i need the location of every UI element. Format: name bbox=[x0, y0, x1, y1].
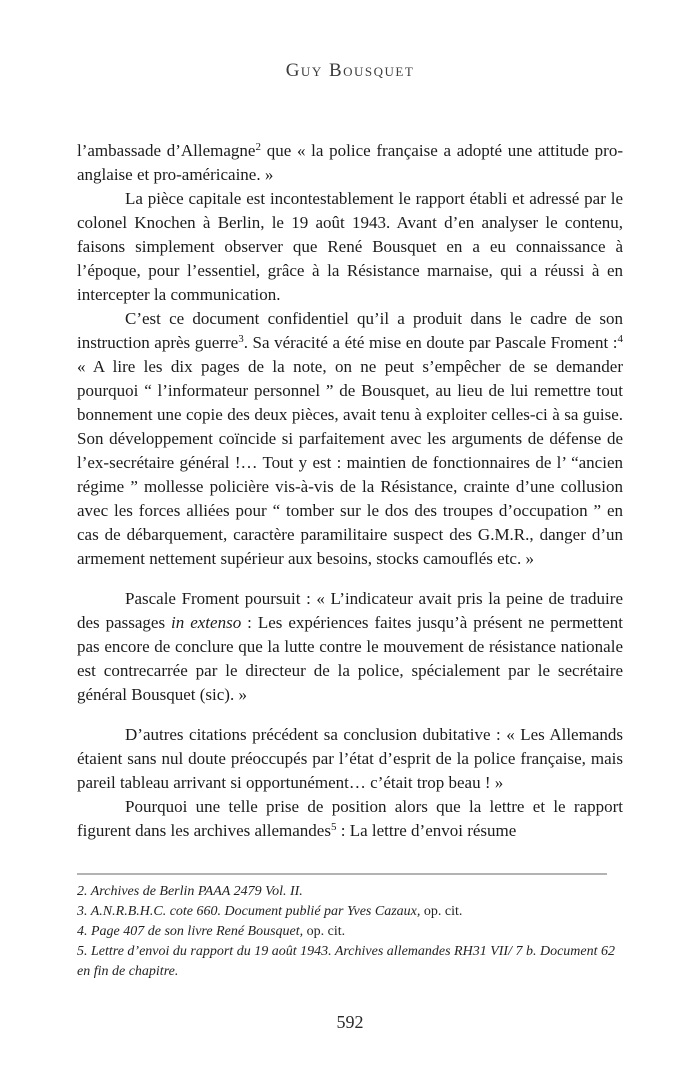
paragraph-4-text: Pascale Froment poursuit : « L’indicateur avait pris la peine de traduire des passages bbox=[77, 589, 623, 632]
paragraph-6-text: Pourquoi une telle prise de position alors que la lettre et le rapport figurent dans les archives allemandes bbox=[77, 797, 623, 840]
footnotes-section bbox=[77, 873, 623, 982]
paragraph-1-text-continued: que « la police française a adopté une attitude pro-anglaise et pro-américaine. » bbox=[77, 141, 623, 184]
body-text bbox=[77, 139, 623, 867]
footnote-ref-3: 3 bbox=[238, 333, 244, 345]
running-header: Guy Bousquet bbox=[285, 60, 415, 81]
paragraph-3-text-continued: . Sa véracité a été mise en doute par Pascale Froment : bbox=[243, 333, 618, 352]
paragraph-1 bbox=[77, 139, 623, 187]
footnote-4-text: 4. Page 407 de son livre René Bousquet, bbox=[77, 924, 304, 939]
footnote-5 bbox=[77, 942, 623, 982]
footnote-separator-rule bbox=[77, 873, 607, 875]
footnote-2-text: 2. Archives de Berlin PAAA 2479 Vol. II. bbox=[77, 884, 303, 899]
paragraph-5 bbox=[77, 723, 623, 795]
footnote-3 bbox=[77, 902, 623, 922]
paragraph-4-latin-phrase: in extenso bbox=[171, 613, 242, 632]
paragraph-3 bbox=[77, 307, 623, 571]
paragraph-3-quotation: « A lire les dix pages de la note, on ne peut s’empêcher de se demander pourquoi “ l’informateur personnel ” de Bousquet, au lieu de lui remettre tout bonnement une copie des deux pièces, avait tenu à exploiter celles-ci à sa guise. Son développement coïncide si parfaitement avec les arguments de défense de l’ex-secrétaire général !… Tout y est : maintien de fonctionnaires de l’ “ancien régime ” mollesse policière vis-à-vis de la Résistance, crainte d’une collusion avec les forces alliées pour “ tomber sur le dos des troupes d’occupation ” en cas de débarquement, caractère paramilitaire suspect des G.M.R., danger d’un armement nettement supérieur aux besoins, stocks camouflés etc. » bbox=[77, 357, 623, 568]
footnote-ref-5: 5 bbox=[330, 821, 337, 833]
footnote-ref-4: 4 bbox=[617, 333, 623, 345]
paragraph-1-text: l’ambassade d’Allemagne bbox=[77, 141, 256, 160]
footnote-3-opcit: op. cit. bbox=[420, 904, 463, 919]
footnote-5-text: 5. Lettre d’envoi du rapport du 19 août 1943. Archives allemandes RH31 VII/ 7 b. Document 62 en fin de chapitre. bbox=[77, 944, 616, 979]
paragraph-5-text: D’autres citations précédent sa conclusion dubitative : « Les Allemands étaient sans nul doute préoccupés par l’état d’esprit de la police française, mais pareil tableau arrivant si opportunément… c’était trop beau ! » bbox=[77, 725, 623, 792]
footnote-3-text: 3. A.N.R.B.H.C. cote 660. Document publié par Yves Cazaux, bbox=[77, 904, 421, 919]
paragraph-6 bbox=[77, 795, 623, 843]
paragraph-4 bbox=[77, 587, 623, 707]
paragraph-2-text: La pièce capitale est incontestablement le rapport établi et adressé par le colonel Knochen à Berlin, le 19 août 1943. Avant d’en analyser le contenu, faisons simplement observer que René Bousquet en a eu connaissance à l’époque, pour l’essentiel, grâce à la Résistance marnaise, qui a réussi à en intercepter la communication. bbox=[77, 189, 623, 304]
paragraph-4-text-continued: : Les expériences faites jusqu’à présent ne permettent pas encore de conclure que la lutte contre le mouvement de résistance nationale est contrecarrée par le directeur de la police, spécialement par le secrétaire général Bousquet (sic). » bbox=[77, 613, 623, 704]
paragraph-2 bbox=[77, 187, 623, 307]
footnote-ref-2: 2 bbox=[255, 141, 261, 153]
page-number: 592 bbox=[336, 1012, 364, 1032]
footnote-4-opcit: op. cit. bbox=[303, 924, 346, 939]
paragraph-3-text: C’est ce document confidentiel qu’il a produit dans le cadre de son instruction après guerre bbox=[77, 309, 623, 352]
footnote-4 bbox=[77, 922, 623, 942]
paragraph-6-text-continued: : La lettre d’envoi résume bbox=[336, 821, 517, 840]
footnote-2 bbox=[77, 882, 623, 902]
